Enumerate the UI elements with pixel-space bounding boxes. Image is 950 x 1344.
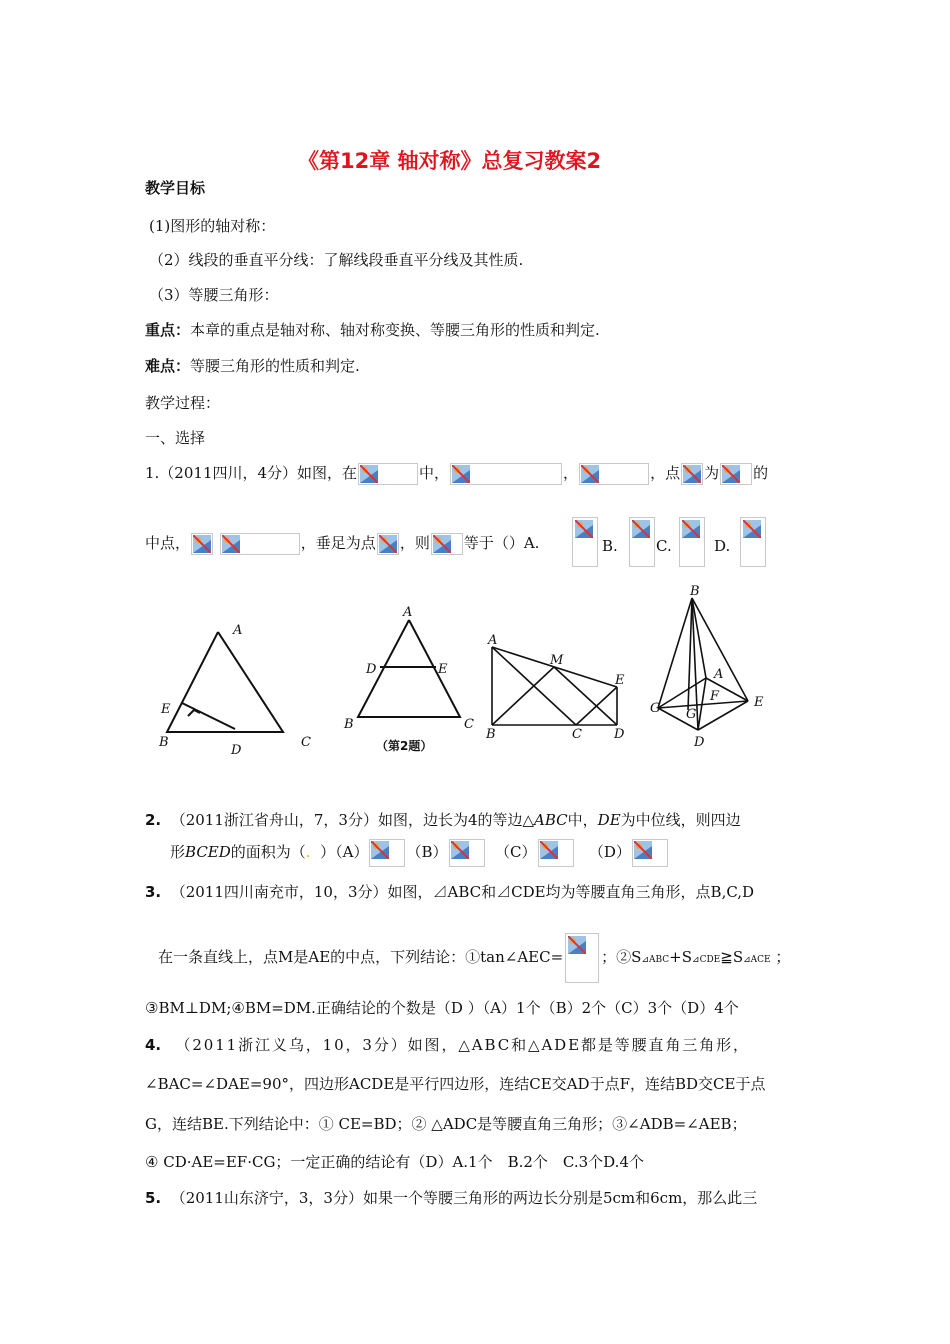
figure-3 <box>482 630 632 745</box>
q2-option-c: （C） <box>495 843 537 861</box>
q3-text-plus: +S <box>669 948 693 966</box>
q2-text-b: 中， <box>567 811 598 829</box>
key-point-label: 重点： <box>145 321 191 339</box>
fig3-label-b: B <box>486 727 496 742</box>
question-4-line-2: ∠BAC=∠DAE=90°，四边形ACDE是平行四边形，连结CE交AD于点F，连结BD交CE于点 <box>145 1075 766 1093</box>
q1-text-d: ，点 <box>650 464 681 482</box>
question-4-line-3: G，连结BE.下列结论中：① CE=BD；② △ADC是等腰直角三角形；③∠ADB=∠AEB； <box>145 1115 747 1133</box>
fig2-label-b: B <box>344 717 354 732</box>
formula-image <box>679 517 705 567</box>
fig4-label-g-center: G <box>686 707 697 722</box>
fig2-caption: （第2题） <box>376 739 433 753</box>
page-title: 《第12章 轴对称》总复习教案2 <box>298 149 602 173</box>
question-1-line-2 <box>145 530 539 556</box>
objective-item-3: （3）等腰三角形： <box>149 286 279 304</box>
q3-text-b: 在一条直线上，点M是AE的中点，下列结论：①tan∠AEC= <box>158 948 564 966</box>
formula-image <box>629 517 655 567</box>
fig3-label-a: A <box>488 633 498 648</box>
fig4-label-f: F <box>710 689 720 704</box>
q1-text-b: 中， <box>419 464 450 482</box>
question-1-line-1 <box>145 460 768 486</box>
key-point <box>145 320 600 340</box>
formula-image <box>431 533 463 555</box>
fig1-label-a: A <box>233 623 243 638</box>
formula-image <box>538 839 574 867</box>
formula-image <box>681 463 703 485</box>
fig2-label-d: D <box>366 662 377 677</box>
q3-text-end: ； <box>775 948 791 966</box>
q2-text-a: （2011浙江省舟山，7，3分）如图，边长为4的等边△ <box>170 811 535 829</box>
q5-text-a: （2011山东济宁，3，3分）如果一个等腰三角形的两边长分别是5cm和6cm，那么此三 <box>170 1189 758 1207</box>
q1-text-g: 中点， <box>145 534 191 552</box>
formula-image <box>579 463 649 485</box>
section-heading: 一、选择 <box>145 429 206 447</box>
fig1-label-e: E <box>161 702 171 717</box>
q1-text-j: 等于（）A. <box>463 534 540 552</box>
question-3-line-1 <box>145 882 754 902</box>
question-4-line-1 <box>145 1035 750 1055</box>
q2-option-b: （B） <box>406 843 448 861</box>
figure-1 <box>155 612 330 757</box>
fig4-label-g-left: G <box>650 701 661 716</box>
q2-number: 2. <box>145 811 162 829</box>
q3-sub-cde: ⊿CDE <box>692 955 721 965</box>
q2-abc: ABC <box>534 811 568 829</box>
formula-image <box>191 533 213 555</box>
fig3-label-c: C <box>572 727 582 742</box>
fig4-label-b: B <box>690 584 700 599</box>
q1-text-c: ， <box>563 464 579 482</box>
formula-image <box>740 517 766 567</box>
q1-text-i: ，则 <box>399 534 430 552</box>
formula-image <box>369 839 405 867</box>
question-3-line-2 <box>158 933 790 983</box>
formula-image <box>449 839 485 867</box>
question-3-line-3: ③BM⊥DM;④BM=DM.正确结论的个数是（D ）（A）1个（B）2个（C）3个（D）4个 <box>145 999 739 1017</box>
fig2-label-e: E <box>438 662 448 677</box>
q2-text-c: 为中位线，则四边 <box>620 811 741 829</box>
q2-text-e: 的面积为（ <box>230 843 306 861</box>
q2-bced: BCED <box>185 843 231 861</box>
difficult-point-label: 难点： <box>145 357 191 375</box>
q1-option-c-image <box>677 517 707 567</box>
process-heading: 教学过程： <box>145 394 221 412</box>
figure-4 <box>648 582 773 752</box>
question-4-line-4: ④ CD·AE=EF·CG；一定正确的结论有（D）A.1个 B.2个 C.3个D.4个 <box>145 1153 644 1171</box>
fig3-label-d: D <box>614 727 625 742</box>
q3-text-cong: ≧S <box>720 948 744 966</box>
q1-option-d-label: D. <box>714 537 731 555</box>
q2-de: DE <box>597 811 621 829</box>
formula-image <box>632 839 668 867</box>
formula-image <box>450 463 562 485</box>
formula-image <box>572 517 598 567</box>
q1-text-a: 1.（2011四川，4分）如图，在 <box>145 464 358 482</box>
q1-option-c-label: C. <box>656 537 672 555</box>
fig3-label-e: E <box>615 673 625 688</box>
fig4-label-e: E <box>754 695 764 710</box>
fig4-label-a: A <box>714 667 724 682</box>
q2-dot: . <box>305 843 311 861</box>
fig3-label-m: M <box>550 653 564 668</box>
q1-option-b-image <box>627 517 657 567</box>
q3-sub-ace: ⊿ACE <box>743 955 771 965</box>
q2-option-d: （D） <box>588 843 631 861</box>
formula-image <box>220 533 300 555</box>
q5-number: 5. <box>145 1189 162 1207</box>
question-5-line-1 <box>145 1188 757 1208</box>
objective-item-1: (1)图形的轴对称： <box>149 217 276 235</box>
q2-text-d: 形 <box>170 843 186 861</box>
q3-text-a: （2011四川南充市，10，3分）如图，⊿ABC和⊿CDE均为等腰直角三角形，点B,C,D <box>170 883 755 901</box>
fig1-label-b: B <box>159 735 169 750</box>
q2-option-a: ）（A） <box>320 843 369 861</box>
formula-image <box>358 463 418 485</box>
difficult-point <box>145 356 360 376</box>
fig2-label-c: C <box>464 717 474 732</box>
formula-image <box>565 933 599 983</box>
fig1-label-c: C <box>301 735 311 750</box>
formula-image <box>720 463 752 485</box>
key-point-text: 本章的重点是轴对称、轴对称变换、等腰三角形的性质和判定. <box>190 321 600 339</box>
fig4-label-d: D <box>694 735 705 750</box>
fig2-label-a: A <box>403 605 413 620</box>
question-2-line-1 <box>145 807 741 833</box>
objectives-heading: 教学目标 <box>145 179 206 197</box>
q3-number: 3. <box>145 883 162 901</box>
q1-text-e: 为 <box>704 464 720 482</box>
fig1-label-d: D <box>231 743 242 757</box>
difficult-point-text: 等腰三角形的性质和判定. <box>190 357 360 375</box>
q3-sub-abc: ⊿ABC <box>641 955 670 965</box>
objective-item-2: （2）线段的垂直平分线：了解线段垂直平分线及其性质. <box>149 251 524 269</box>
figure-2 <box>340 600 480 760</box>
q1-option-b-label: B. <box>602 537 618 555</box>
q1-option-d-image <box>738 517 768 567</box>
q1-text-f: 的 <box>753 464 769 482</box>
q1-option-a-image <box>570 517 600 567</box>
q1-text-h: ，垂足为点 <box>300 534 376 552</box>
question-2-line-2 <box>170 839 669 867</box>
q3-text-c: ；②S <box>601 948 642 966</box>
q4-number: 4. <box>145 1036 162 1054</box>
q4-text-a: （2011浙江义乌，10，3分）如图，△ABC和△ADE都是等腰直角三角形， <box>175 1036 750 1054</box>
formula-image <box>377 533 399 555</box>
